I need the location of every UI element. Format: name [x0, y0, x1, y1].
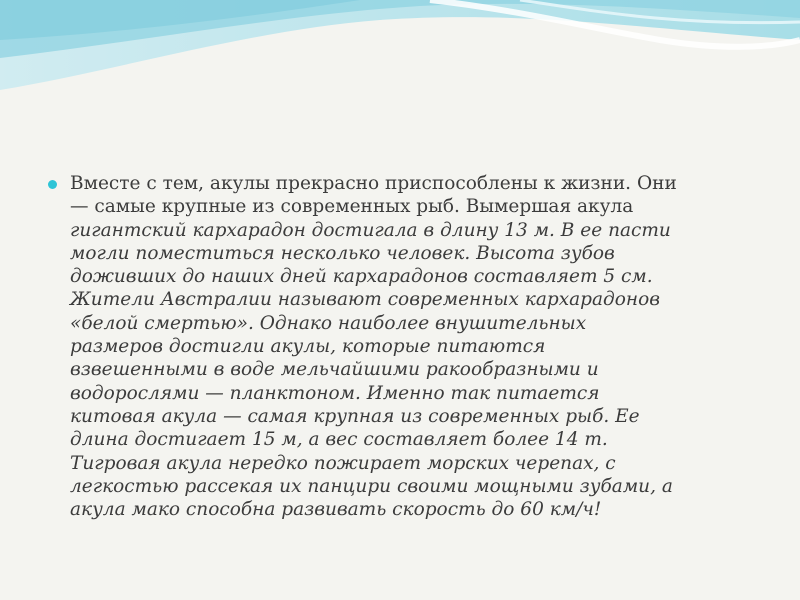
paragraph-line: длина достигает 15 м, а вес составляет более 14 т.	[70, 429, 608, 451]
paragraph-line: китовая акула — самая крупная из современных рыб. Ее	[70, 405, 640, 427]
paragraph-line: Тигровая акула нередко пожирает морских черепах, с	[70, 452, 616, 474]
paragraph-line: — самые крупные из современных рыб. Вымершая акула	[70, 196, 634, 218]
paragraph-line: «белой смертью». Однако наиболее внушительных	[70, 312, 587, 334]
slide-body	[48, 172, 748, 521]
paragraph-line: могли поместиться несколько человек. Высота зубов	[70, 242, 615, 264]
header-wave-decoration	[0, 0, 800, 110]
bullet-item	[48, 172, 748, 521]
paragraph-line: водорослями — планктоном. Именно так питается	[70, 382, 600, 404]
paragraph-line: гигантский кархарадон достигала в длину 13 м. В ее пасти	[70, 219, 671, 241]
paragraph-line: доживших до наших дней кархарадонов составляет 5 см.	[70, 266, 653, 288]
paragraph-line: Вместе с тем, акулы прекрасно приспособлены к жизни. Они	[70, 173, 677, 194]
paragraph-line: размеров достигли акулы, которые питаются	[70, 336, 546, 358]
paragraph-line: Жители Австралии называют современных кархарадонов	[70, 289, 660, 311]
paragraph-line: акула мако способна развивать скорость до 60 км/ч!	[70, 499, 602, 521]
paragraph-line: легкостью рассекая их панцири своими мощными зубами, а	[70, 475, 673, 497]
paragraph-line: взвешенными в воде мельчайшими ракообразными и	[70, 359, 599, 381]
bullet-dot-icon	[48, 180, 57, 189]
bullet-paragraph	[70, 172, 740, 521]
